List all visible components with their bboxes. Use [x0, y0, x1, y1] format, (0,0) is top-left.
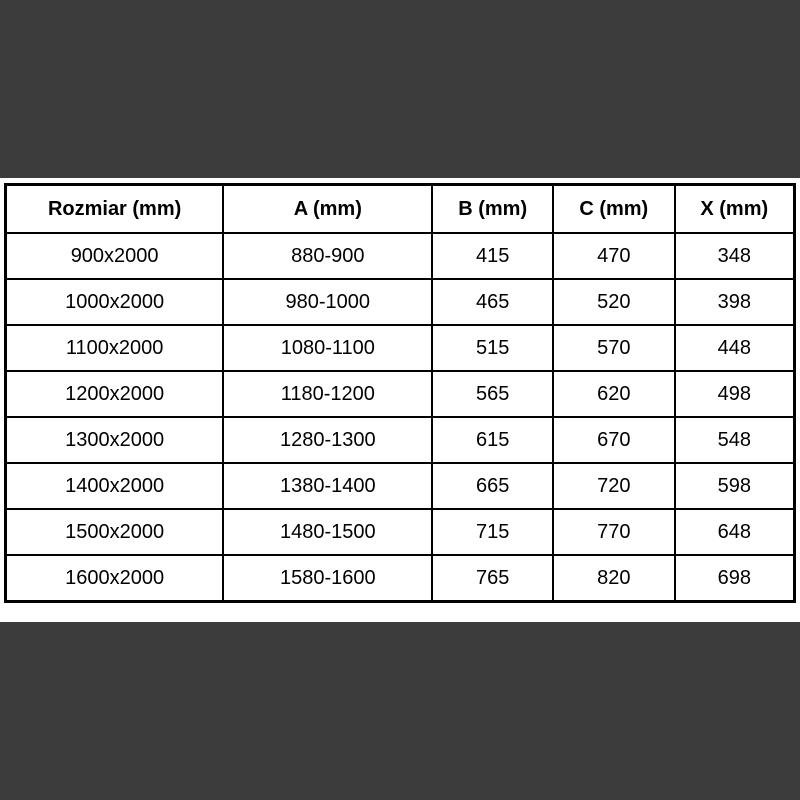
table-cell: 1480-1500 — [223, 509, 432, 555]
size-table-header — [6, 185, 795, 234]
table-cell: 565 — [432, 371, 553, 417]
bottom-dark-band — [0, 622, 800, 800]
header-row — [6, 185, 795, 234]
size-table — [4, 183, 796, 603]
table-cell: 515 — [432, 325, 553, 371]
table-cell: 648 — [675, 509, 795, 555]
table-cell: 1300x2000 — [6, 417, 224, 463]
table-row — [6, 233, 795, 279]
table-cell: 1100x2000 — [6, 325, 224, 371]
table-cell: 598 — [675, 463, 795, 509]
table-cell: 1200x2000 — [6, 371, 224, 417]
table-cell: 620 — [553, 371, 675, 417]
table-cell: 1580-1600 — [223, 555, 432, 602]
table-row — [6, 325, 795, 371]
table-cell: 820 — [553, 555, 675, 602]
table-cell: 448 — [675, 325, 795, 371]
table-cell: 1280-1300 — [223, 417, 432, 463]
table-cell: 1600x2000 — [6, 555, 224, 602]
table-row — [6, 509, 795, 555]
table-cell: 765 — [432, 555, 553, 602]
table-cell: 1080-1100 — [223, 325, 432, 371]
table-cell: 698 — [675, 555, 795, 602]
table-cell: 980-1000 — [223, 279, 432, 325]
table-cell: 715 — [432, 509, 553, 555]
table-cell: 670 — [553, 417, 675, 463]
table-cell: 398 — [675, 279, 795, 325]
column-header: Rozmiar (mm) — [6, 185, 224, 234]
table-row — [6, 463, 795, 509]
table-cell: 465 — [432, 279, 553, 325]
size-table-body — [6, 233, 795, 602]
table-cell: 770 — [553, 509, 675, 555]
column-header: C (mm) — [553, 185, 675, 234]
table-cell: 720 — [553, 463, 675, 509]
table-row — [6, 555, 795, 602]
table-cell: 900x2000 — [6, 233, 224, 279]
table-cell: 1380-1400 — [223, 463, 432, 509]
table-cell: 1500x2000 — [6, 509, 224, 555]
table-cell: 470 — [553, 233, 675, 279]
table-cell: 498 — [675, 371, 795, 417]
table-cell: 570 — [553, 325, 675, 371]
table-row — [6, 417, 795, 463]
column-header: X (mm) — [675, 185, 795, 234]
table-row — [6, 371, 795, 417]
table-panel — [0, 178, 800, 622]
column-header: B (mm) — [432, 185, 553, 234]
table-cell: 548 — [675, 417, 795, 463]
table-cell: 1180-1200 — [223, 371, 432, 417]
table-row — [6, 279, 795, 325]
table-cell: 1000x2000 — [6, 279, 224, 325]
table-cell: 348 — [675, 233, 795, 279]
column-header: A (mm) — [223, 185, 432, 234]
top-dark-band — [0, 0, 800, 178]
table-cell: 665 — [432, 463, 553, 509]
table-cell: 615 — [432, 417, 553, 463]
table-cell: 1400x2000 — [6, 463, 224, 509]
table-cell: 415 — [432, 233, 553, 279]
table-cell: 520 — [553, 279, 675, 325]
table-cell: 880-900 — [223, 233, 432, 279]
